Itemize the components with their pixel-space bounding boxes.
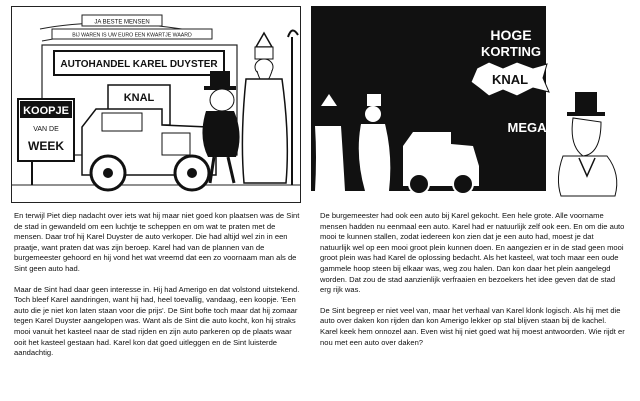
sign-koopje bbox=[18, 99, 74, 185]
text-column-right bbox=[320, 211, 626, 358]
top-sign-small-text: JA BESTE MENSEN bbox=[94, 19, 150, 26]
sign-knal-right-text: KNAL bbox=[491, 72, 529, 87]
comic-panel-car-dealer bbox=[11, 6, 301, 203]
paragraph: De Sint begreep er niet veel van, maar het verhaal van Karel klonk logisch. Als hij met die auto over daken kon rijden dan kon Amerigo lekker op stal blijven staan bij de kachel. Karel keek hem onnozel aan. Even wist hij niet goed wat hij moest antwoorden. Wie rijdt er nou met een auto over daken? bbox=[320, 305, 625, 347]
paragraph: En terwijl Piet diep nadacht over iets wat hij maar niet goed kon plaatsen was de Sint de stad in gewandeld om een luchtje te scheppen en om wat te praten met de mensen. Daar trof hij Karel Duyster de auto verkoper. Die had altijd wel zin in een praatje, want praten dat was zijn beroep. Karel had van de plannen van de burgemeester gehoord en hij vond het wat vreemd dat een zo voornaam man als de Sint geen auto had. bbox=[14, 211, 300, 273]
text-column-left bbox=[14, 211, 306, 369]
sign-korting-text: KORTING bbox=[481, 44, 541, 59]
sign-week-text: WEEK bbox=[28, 139, 64, 153]
shop-sign-text: AUTOHANDEL KAREL DUYSTER bbox=[60, 59, 218, 70]
top-sign-strip-text: BIJ WAREN IS UW EURO EEN KWARTJE WAARD bbox=[72, 32, 192, 39]
sign-hoge-text: HOGE bbox=[490, 27, 532, 43]
comic-panel-night-signs bbox=[311, 6, 629, 201]
paragraph: De burgemeester had ook een auto bij Karel gekocht. Een hele grote. Alle voorname mensen hadden nu eenmaal een auto. Karel had er natuurlijk zelf ook een. En om die auto mooi te kunnen stallen, zodat iedereen kon zien dat je een auto had, moest je dat natuurlijk wel op een mooi groot plein kunnen doen. En aangezien er in de stad geen mooi groot plein was had Karel de oplossing bedacht. Als het kasteel, wat toch maar een oude gammele hoop steen bij elkaar was, weg zou halen. Dan kon daar het plein aangelegd worden. Dat zou de stad aanzienlijk verfraaien en bezoekers het idee geven dat de stad erg rijk was. bbox=[320, 211, 625, 295]
night-signs-illustration bbox=[311, 6, 629, 201]
sign-vd-text: VAN DE bbox=[33, 126, 59, 133]
car-dealer-illustration bbox=[12, 7, 300, 202]
sign-mega-text: MEGA bbox=[507, 120, 547, 135]
paragraph: Maar de Sint had daar geen interesse in. Hij had Amerigo en dat volstond uitstekend. Toch bleef Karel aandringen, want hij had, heel toevallig, vandaag, een koopje. 'Een auto die je niet kon laten staan voor die prijs'. De Sint bofte toch maar dat hij zomaar tegen Karel Duyster aangelopen was. Want als de Sint die auto kocht, kon hij straks mooi vanuit het kasteel naar de stad rijden en zijn auto parkeren op de plaats waar ooit het kasteel gestaan had. Karel kon dat goed uitleggen en de Sint luisterde aandachtig. bbox=[14, 284, 300, 358]
top-hat-figure bbox=[558, 92, 616, 196]
sign-knal-text: KNAL bbox=[123, 92, 155, 104]
vintage-car bbox=[82, 109, 216, 190]
sign-koopje-text: KOOPJE bbox=[23, 105, 69, 117]
sint-figure bbox=[242, 30, 298, 185]
